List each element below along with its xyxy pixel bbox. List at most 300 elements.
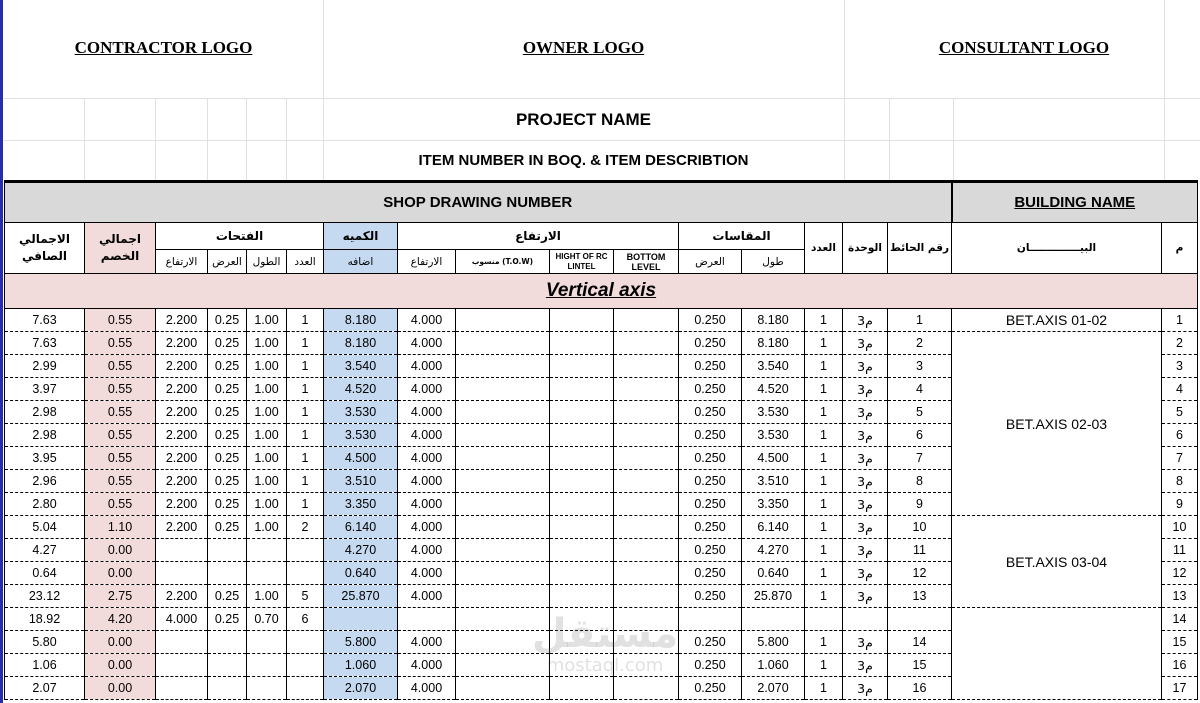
cell-wall-no[interactable]: 16	[888, 677, 952, 700]
cell-quantity[interactable]: 8.180	[324, 309, 398, 332]
cell-height[interactable]: 4.000	[398, 401, 456, 424]
cell-op-width[interactable]: 0.25	[208, 309, 247, 332]
cell-op-height[interactable]: 2.200	[156, 493, 208, 516]
cell-bottom-level[interactable]	[614, 424, 679, 447]
cell-serial[interactable]: 15	[1162, 631, 1198, 654]
cell-op-count[interactable]: 1	[287, 401, 324, 424]
cell-op-count[interactable]	[287, 654, 324, 677]
cell-op-count[interactable]: 1	[287, 493, 324, 516]
cell-deduction[interactable]: 0.55	[85, 447, 156, 470]
cell-wall-no[interactable]	[888, 608, 952, 631]
cell-height[interactable]: 4.000	[398, 424, 456, 447]
cell-net-total[interactable]: 4.27	[5, 539, 85, 562]
cell-unit[interactable]: م3	[843, 332, 888, 355]
cell-op-length[interactable]	[247, 631, 287, 654]
cell-height[interactable]: 4.000	[398, 539, 456, 562]
cell-tow[interactable]	[456, 562, 550, 585]
cell-wall-no[interactable]: 10	[888, 516, 952, 539]
cell-unit[interactable]: م3	[843, 424, 888, 447]
cell-height[interactable]: 4.000	[398, 309, 456, 332]
cell-unit[interactable]: م3	[843, 309, 888, 332]
cell-bottom-level[interactable]	[614, 539, 679, 562]
cell-bottom-level[interactable]	[614, 401, 679, 424]
cell-net-total[interactable]: 2.98	[5, 424, 85, 447]
cell-hight-rc[interactable]	[550, 539, 614, 562]
cell-count[interactable]: 1	[805, 631, 843, 654]
cell-count[interactable]: 1	[805, 562, 843, 585]
cell-quantity[interactable]: 25.870	[324, 585, 398, 608]
cell-net-total[interactable]: 1.06	[5, 654, 85, 677]
cell-length[interactable]: 3.350	[742, 493, 805, 516]
cell-deduction[interactable]: 4.20	[85, 608, 156, 631]
cell-unit[interactable]	[843, 608, 888, 631]
cell-deduction[interactable]: 1.10	[85, 516, 156, 539]
cell-op-width[interactable]: 0.25	[208, 424, 247, 447]
cell-deduction[interactable]: 0.00	[85, 654, 156, 677]
cell-width[interactable]: 0.250	[679, 378, 742, 401]
cell-op-width[interactable]	[208, 677, 247, 700]
cell-hight-rc[interactable]	[550, 309, 614, 332]
cell-op-height[interactable]	[156, 654, 208, 677]
cell-op-count[interactable]: 6	[287, 608, 324, 631]
cell-length[interactable]: 0.640	[742, 562, 805, 585]
cell-op-width[interactable]: 0.25	[208, 470, 247, 493]
cell-deduction[interactable]: 0.00	[85, 631, 156, 654]
cell-count[interactable]: 1	[805, 378, 843, 401]
cell-op-width[interactable]: 0.25	[208, 332, 247, 355]
cell-unit[interactable]: م3	[843, 470, 888, 493]
cell-op-count[interactable]	[287, 631, 324, 654]
cell-op-count[interactable]: 1	[287, 447, 324, 470]
cell-op-height[interactable]: 2.200	[156, 355, 208, 378]
cell-height[interactable]: 4.000	[398, 378, 456, 401]
cell-op-length[interactable]: 1.00	[247, 401, 287, 424]
cell-quantity[interactable]: 3.350	[324, 493, 398, 516]
cell-bottom-level[interactable]	[614, 378, 679, 401]
cell-count[interactable]: 1	[805, 677, 843, 700]
cell-op-length[interactable]: 1.00	[247, 516, 287, 539]
cell-width[interactable]	[679, 608, 742, 631]
cell-tow[interactable]	[456, 539, 550, 562]
cell-unit[interactable]: م3	[843, 562, 888, 585]
cell-op-length[interactable]	[247, 562, 287, 585]
cell-quantity[interactable]: 3.530	[324, 401, 398, 424]
cell-op-count[interactable]	[287, 677, 324, 700]
cell-op-height[interactable]	[156, 677, 208, 700]
cell-bottom-level[interactable]	[614, 562, 679, 585]
cell-op-length[interactable]: 1.00	[247, 424, 287, 447]
cell-net-total[interactable]: 2.96	[5, 470, 85, 493]
cell-length[interactable]: 4.500	[742, 447, 805, 470]
cell-op-length[interactable]: 1.00	[247, 585, 287, 608]
cell-width[interactable]: 0.250	[679, 654, 742, 677]
cell-op-count[interactable]	[287, 539, 324, 562]
cell-height[interactable]: 4.000	[398, 631, 456, 654]
cell-wall-no[interactable]: 6	[888, 424, 952, 447]
cell-op-count[interactable]: 1	[287, 309, 324, 332]
cell-hight-rc[interactable]	[550, 608, 614, 631]
cell-op-length[interactable]: 1.00	[247, 332, 287, 355]
cell-width[interactable]: 0.250	[679, 493, 742, 516]
cell-wall-no[interactable]: 5	[888, 401, 952, 424]
cell-op-count[interactable]: 1	[287, 355, 324, 378]
cell-serial[interactable]: 13	[1162, 585, 1198, 608]
cell-net-total[interactable]: 7.63	[5, 309, 85, 332]
cell-op-width[interactable]	[208, 654, 247, 677]
cell-width[interactable]: 0.250	[679, 539, 742, 562]
cell-deduction[interactable]: 0.55	[85, 401, 156, 424]
cell-hight-rc[interactable]	[550, 401, 614, 424]
cell-net-total[interactable]: 7.63	[5, 332, 85, 355]
cell-op-height[interactable]: 2.200	[156, 332, 208, 355]
cell-wall-no[interactable]: 1	[888, 309, 952, 332]
cell-quantity[interactable]: 3.530	[324, 424, 398, 447]
cell-width[interactable]: 0.250	[679, 470, 742, 493]
cell-deduction[interactable]: 0.00	[85, 539, 156, 562]
cell-height[interactable]: 4.000	[398, 332, 456, 355]
cell-op-height[interactable]: 2.200	[156, 447, 208, 470]
cell-unit[interactable]: م3	[843, 654, 888, 677]
cell-count[interactable]: 1	[805, 447, 843, 470]
cell-hight-rc[interactable]	[550, 516, 614, 539]
cell-hight-rc[interactable]	[550, 447, 614, 470]
cell-tow[interactable]	[456, 677, 550, 700]
cell-tow[interactable]	[456, 332, 550, 355]
cell-bottom-level[interactable]	[614, 447, 679, 470]
cell-op-height[interactable]: 2.200	[156, 585, 208, 608]
cell-op-count[interactable]: 1	[287, 424, 324, 447]
cell-hight-rc[interactable]	[550, 631, 614, 654]
cell-net-total[interactable]: 2.07	[5, 677, 85, 700]
cell-quantity[interactable]: 0.640	[324, 562, 398, 585]
cell-width[interactable]: 0.250	[679, 332, 742, 355]
cell-statement[interactable]: BET.AXIS 02-03	[952, 332, 1162, 516]
cell-unit[interactable]: م3	[843, 677, 888, 700]
cell-serial[interactable]: 17	[1162, 677, 1198, 700]
cell-serial[interactable]: 11	[1162, 539, 1198, 562]
cell-serial[interactable]: 2	[1162, 332, 1198, 355]
cell-tow[interactable]	[456, 516, 550, 539]
cell-quantity[interactable]: 2.070	[324, 677, 398, 700]
cell-wall-no[interactable]: 3	[888, 355, 952, 378]
cell-deduction[interactable]: 0.55	[85, 355, 156, 378]
cell-tow[interactable]	[456, 309, 550, 332]
cell-quantity[interactable]: 6.140	[324, 516, 398, 539]
cell-op-width[interactable]	[208, 631, 247, 654]
cell-serial[interactable]: 6	[1162, 424, 1198, 447]
cell-width[interactable]: 0.250	[679, 631, 742, 654]
cell-wall-no[interactable]: 11	[888, 539, 952, 562]
cell-hight-rc[interactable]	[550, 654, 614, 677]
cell-unit[interactable]: م3	[843, 631, 888, 654]
cell-wall-no[interactable]: 9	[888, 493, 952, 516]
cell-height[interactable]: 4.000	[398, 585, 456, 608]
cell-op-width[interactable]: 0.25	[208, 493, 247, 516]
cell-unit[interactable]: م3	[843, 493, 888, 516]
cell-length[interactable]	[742, 608, 805, 631]
cell-unit[interactable]: م3	[843, 516, 888, 539]
cell-op-length[interactable]: 1.00	[247, 309, 287, 332]
cell-width[interactable]: 0.250	[679, 516, 742, 539]
cell-wall-no[interactable]: 14	[888, 631, 952, 654]
col-op-width: العرض	[208, 250, 247, 274]
cell-tow[interactable]	[456, 355, 550, 378]
cell-op-width[interactable]	[208, 539, 247, 562]
cell-deduction[interactable]: 0.00	[85, 562, 156, 585]
cell-net-total[interactable]: 2.99	[5, 355, 85, 378]
cell-width[interactable]: 0.250	[679, 447, 742, 470]
cell-serial[interactable]: 1	[1162, 309, 1198, 332]
cell-op-height[interactable]: 2.200	[156, 516, 208, 539]
cell-width[interactable]: 0.250	[679, 309, 742, 332]
cell-serial[interactable]: 14	[1162, 608, 1198, 631]
cell-op-count[interactable]: 1	[287, 378, 324, 401]
cell-count[interactable]: 1	[805, 539, 843, 562]
cell-bottom-level[interactable]	[614, 493, 679, 516]
cell-op-length[interactable]: 1.00	[247, 447, 287, 470]
cell-hight-rc[interactable]	[550, 470, 614, 493]
cell-length[interactable]: 5.800	[742, 631, 805, 654]
cell-serial[interactable]: 4	[1162, 378, 1198, 401]
cell-width[interactable]: 0.250	[679, 677, 742, 700]
cell-count[interactable]: 1	[805, 516, 843, 539]
cell-height[interactable]: 4.000	[398, 516, 456, 539]
cell-width[interactable]: 0.250	[679, 401, 742, 424]
cell-height[interactable]: 4.000	[398, 677, 456, 700]
cell-serial[interactable]: 12	[1162, 562, 1198, 585]
cell-unit[interactable]: م3	[843, 378, 888, 401]
cell-hight-rc[interactable]	[550, 585, 614, 608]
cell-height[interactable]: 4.000	[398, 562, 456, 585]
cell-wall-no[interactable]: 13	[888, 585, 952, 608]
cell-op-length[interactable]: 1.00	[247, 470, 287, 493]
cell-quantity[interactable]: 3.510	[324, 470, 398, 493]
cell-bottom-level[interactable]	[614, 309, 679, 332]
cell-wall-no[interactable]: 4	[888, 378, 952, 401]
cell-hight-rc[interactable]	[550, 562, 614, 585]
cell-quantity[interactable]: 5.800	[324, 631, 398, 654]
cell-count[interactable]: 1	[805, 585, 843, 608]
cell-op-height[interactable]: 2.200	[156, 470, 208, 493]
cell-count[interactable]: 1	[805, 470, 843, 493]
cell-bottom-level[interactable]	[614, 516, 679, 539]
cell-unit[interactable]: م3	[843, 539, 888, 562]
cell-quantity[interactable]	[324, 608, 398, 631]
cell-count[interactable]: 1	[805, 654, 843, 677]
cell-count[interactable]: 1	[805, 355, 843, 378]
cell-hight-rc[interactable]	[550, 355, 614, 378]
cell-op-width[interactable]: 0.25	[208, 378, 247, 401]
cell-count[interactable]: 1	[805, 309, 843, 332]
cell-net-total[interactable]: 2.80	[5, 493, 85, 516]
cell-net-total[interactable]: 3.97	[5, 378, 85, 401]
cell-tow[interactable]	[456, 378, 550, 401]
cell-deduction[interactable]: 0.55	[85, 332, 156, 355]
cell-op-width[interactable]: 0.25	[208, 516, 247, 539]
cell-length[interactable]: 3.540	[742, 355, 805, 378]
cell-bottom-level[interactable]	[614, 332, 679, 355]
cell-count[interactable]: 1	[805, 332, 843, 355]
cell-net-total[interactable]: 2.98	[5, 401, 85, 424]
cell-bottom-level[interactable]	[614, 677, 679, 700]
cell-tow[interactable]	[456, 585, 550, 608]
cell-width[interactable]: 0.250	[679, 355, 742, 378]
cell-serial[interactable]: 9	[1162, 493, 1198, 516]
cell-wall-no[interactable]: 7	[888, 447, 952, 470]
cell-op-length[interactable]: 1.00	[247, 493, 287, 516]
cell-length[interactable]: 8.180	[742, 332, 805, 355]
cell-hight-rc[interactable]	[550, 378, 614, 401]
cell-op-width[interactable]: 0.25	[208, 355, 247, 378]
shop-drawing-number: SHOP DRAWING NUMBER	[5, 182, 952, 223]
cell-net-total[interactable]: 0.64	[5, 562, 85, 585]
cell-tow[interactable]	[456, 470, 550, 493]
cell-width[interactable]: 0.250	[679, 585, 742, 608]
cell-count[interactable]	[805, 608, 843, 631]
cell-wall-no[interactable]: 2	[888, 332, 952, 355]
cell-bottom-level[interactable]	[614, 608, 679, 631]
cell-quantity[interactable]: 1.060	[324, 654, 398, 677]
cell-bottom-level[interactable]	[614, 585, 679, 608]
cell-wall-no[interactable]: 12	[888, 562, 952, 585]
cell-net-total[interactable]: 5.04	[5, 516, 85, 539]
cell-tow[interactable]	[456, 631, 550, 654]
cell-op-width[interactable]	[208, 562, 247, 585]
cell-op-width[interactable]: 0.25	[208, 608, 247, 631]
cell-deduction[interactable]: 0.55	[85, 309, 156, 332]
cell-op-height[interactable]: 2.200	[156, 378, 208, 401]
cell-deduction[interactable]: 0.55	[85, 493, 156, 516]
cell-wall-no[interactable]: 8	[888, 470, 952, 493]
cell-height[interactable]: 4.000	[398, 447, 456, 470]
cell-op-height[interactable]: 2.200	[156, 309, 208, 332]
cell-length[interactable]: 3.530	[742, 424, 805, 447]
cell-op-height[interactable]	[156, 539, 208, 562]
cell-height[interactable]: 4.000	[398, 493, 456, 516]
cell-length[interactable]: 1.060	[742, 654, 805, 677]
cell-wall-no[interactable]: 15	[888, 654, 952, 677]
cell-quantity[interactable]: 3.540	[324, 355, 398, 378]
cell-op-count[interactable]: 1	[287, 332, 324, 355]
cell-bottom-level[interactable]	[614, 470, 679, 493]
cell-op-length[interactable]: 1.00	[247, 378, 287, 401]
table-row	[5, 309, 1198, 332]
cell-quantity[interactable]: 4.520	[324, 378, 398, 401]
cell-serial[interactable]: 16	[1162, 654, 1198, 677]
cell-hight-rc[interactable]	[550, 493, 614, 516]
cell-length[interactable]: 25.870	[742, 585, 805, 608]
cell-statement[interactable]: BET.AXIS 03-04	[952, 516, 1162, 608]
cell-deduction[interactable]: 0.55	[85, 424, 156, 447]
table-row	[5, 332, 1198, 355]
cell-op-width[interactable]: 0.25	[208, 585, 247, 608]
cell-deduction[interactable]: 2.75	[85, 585, 156, 608]
cell-op-width[interactable]: 0.25	[208, 401, 247, 424]
cell-tow[interactable]	[456, 401, 550, 424]
cell-hight-rc[interactable]	[550, 677, 614, 700]
cell-tow[interactable]	[456, 447, 550, 470]
cell-length[interactable]: 6.140	[742, 516, 805, 539]
cell-net-total[interactable]: 18.92	[5, 608, 85, 631]
cell-op-length[interactable]	[247, 677, 287, 700]
cell-deduction[interactable]: 0.55	[85, 378, 156, 401]
cell-serial[interactable]: 3	[1162, 355, 1198, 378]
cell-deduction[interactable]: 0.00	[85, 677, 156, 700]
cell-height[interactable]: 4.000	[398, 654, 456, 677]
col-op-count: العدد	[287, 250, 324, 274]
cell-statement[interactable]	[952, 608, 1162, 700]
cell-op-count[interactable]	[287, 562, 324, 585]
cell-unit[interactable]: م3	[843, 355, 888, 378]
cell-net-total[interactable]: 3.95	[5, 447, 85, 470]
cell-width[interactable]: 0.250	[679, 562, 742, 585]
cell-count[interactable]: 1	[805, 424, 843, 447]
cell-width[interactable]: 0.250	[679, 424, 742, 447]
cell-unit[interactable]: م3	[843, 447, 888, 470]
cell-height[interactable]: 4.000	[398, 470, 456, 493]
cell-op-height[interactable]	[156, 562, 208, 585]
cell-height[interactable]: 4.000	[398, 355, 456, 378]
cell-op-length[interactable]: 0.70	[247, 608, 287, 631]
cell-net-total[interactable]: 23.12	[5, 585, 85, 608]
cell-tow[interactable]	[456, 654, 550, 677]
cell-serial[interactable]: 10	[1162, 516, 1198, 539]
cell-tow[interactable]	[456, 608, 550, 631]
cell-serial[interactable]: 8	[1162, 470, 1198, 493]
cell-bottom-level[interactable]	[614, 355, 679, 378]
cell-op-height[interactable]: 2.200	[156, 424, 208, 447]
cell-length[interactable]: 3.530	[742, 401, 805, 424]
owner-logo-label: OWNER LOGO	[522, 38, 645, 57]
cell-op-length[interactable]: 1.00	[247, 355, 287, 378]
cell-height[interactable]	[398, 608, 456, 631]
cell-quantity[interactable]: 8.180	[324, 332, 398, 355]
cell-tow[interactable]	[456, 493, 550, 516]
cell-length[interactable]: 4.270	[742, 539, 805, 562]
cell-tow[interactable]	[456, 424, 550, 447]
cell-deduction[interactable]: 0.55	[85, 470, 156, 493]
cell-bottom-level[interactable]	[614, 631, 679, 654]
cell-length[interactable]: 2.070	[742, 677, 805, 700]
cell-bottom-level[interactable]	[614, 654, 679, 677]
cell-op-count[interactable]: 1	[287, 470, 324, 493]
cell-op-count[interactable]: 5	[287, 585, 324, 608]
cell-count[interactable]: 1	[805, 401, 843, 424]
cell-quantity[interactable]: 4.500	[324, 447, 398, 470]
cell-length[interactable]: 8.180	[742, 309, 805, 332]
table-row	[5, 516, 1198, 539]
cell-hight-rc[interactable]	[550, 424, 614, 447]
cell-statement[interactable]: BET.AXIS 01-02	[952, 309, 1162, 332]
cell-length[interactable]: 3.510	[742, 470, 805, 493]
cell-serial[interactable]: 5	[1162, 401, 1198, 424]
cell-op-height[interactable]	[156, 631, 208, 654]
cell-unit[interactable]: م3	[843, 401, 888, 424]
cell-op-height[interactable]: 2.200	[156, 401, 208, 424]
cell-serial[interactable]: 7	[1162, 447, 1198, 470]
cell-count[interactable]: 1	[805, 493, 843, 516]
cell-length[interactable]: 4.520	[742, 378, 805, 401]
cell-op-width[interactable]: 0.25	[208, 447, 247, 470]
cell-op-height[interactable]: 4.000	[156, 608, 208, 631]
cell-op-length[interactable]	[247, 539, 287, 562]
cell-op-count[interactable]: 2	[287, 516, 324, 539]
cell-net-total[interactable]: 5.80	[5, 631, 85, 654]
cell-unit[interactable]: م3	[843, 585, 888, 608]
cell-op-length[interactable]	[247, 654, 287, 677]
cell-quantity[interactable]: 4.270	[324, 539, 398, 562]
cell-hight-rc[interactable]	[550, 332, 614, 355]
